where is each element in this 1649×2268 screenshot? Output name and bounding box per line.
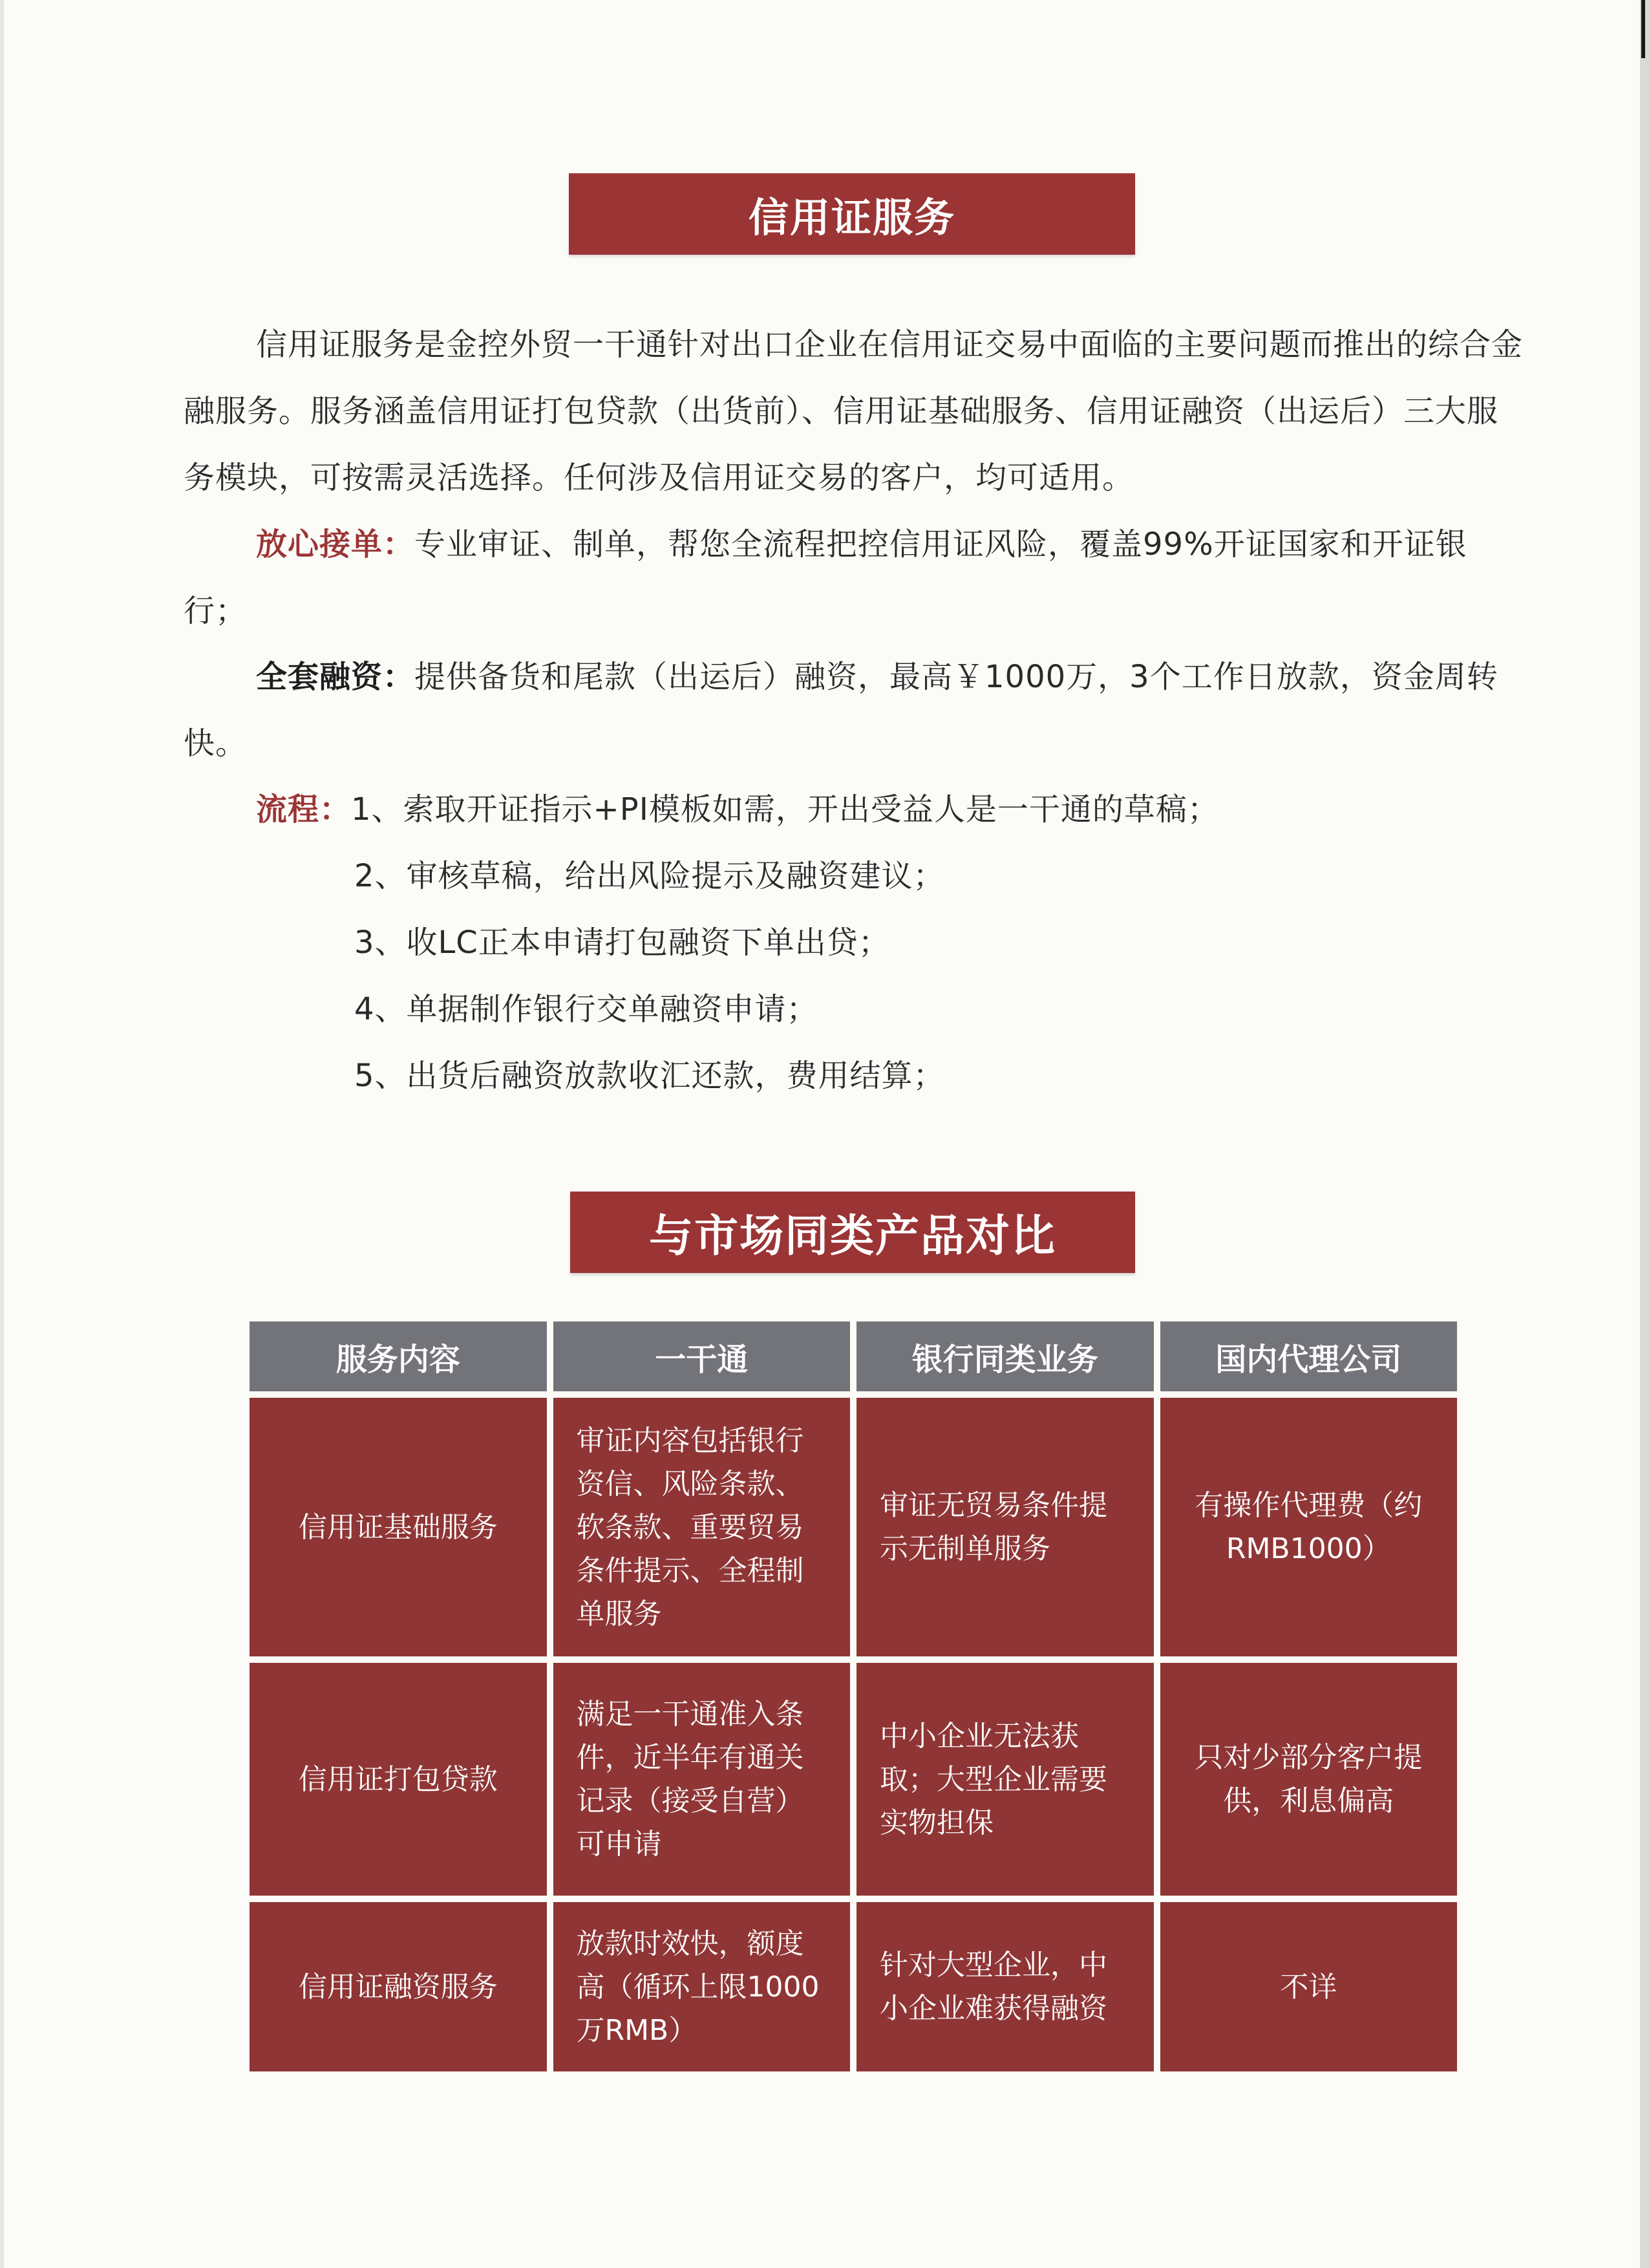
cell-service: 信用证融资服务 [250, 1902, 547, 2071]
cell-yiqiantong: 审证内容包括银行资信、风险条款、软条款、重要贸易条件提示、全程制单服务 [553, 1398, 851, 1656]
reassure-text: 专业审证、制单，帮您全流程把控信用证风险，覆盖99%开证国家和开证银行； [184, 526, 1467, 629]
financing-text: 提供备货和尾款（出运后）融资，最高￥1000万，3个工作日放款，资金周转快。 [184, 659, 1498, 762]
process-label: 流程： [256, 791, 352, 828]
cell-service: 信用证基础服务 [250, 1398, 547, 1656]
table-row [250, 1398, 1457, 1656]
reassure-label: 放心接单： [256, 526, 415, 562]
section-header-lc-service [569, 173, 1135, 255]
process-step-5: 5、出货后融资放款收汇还款，费用结算； [354, 1058, 945, 1094]
cell-service: 信用证打包贷款 [250, 1663, 547, 1896]
header-bank: 银行同类业务 [856, 1321, 1154, 1391]
section-title: 信用证服务 [748, 193, 955, 241]
table-header-row [250, 1321, 1457, 1391]
scan-edge-left [0, 0, 4, 2268]
cell-agency: 只对少部分客户提供，利息偏高 [1160, 1663, 1458, 1896]
cell-yiqiantong: 放款时效快，额度高（循环上限1000万RMB） [553, 1902, 851, 2071]
header-yiqiantong: 一干通 [553, 1321, 851, 1391]
cell-bank: 针对大型企业，中小企业难获得融资 [856, 1902, 1154, 2071]
reassure-paragraph [184, 511, 1528, 645]
financing-paragraph [184, 644, 1528, 777]
header-service: 服务内容 [250, 1321, 547, 1391]
cell-yiqiantong: 满足一干通准入条件，近半年有通关记录（接受自营）可申请 [553, 1663, 851, 1896]
section-header-comparison [570, 1192, 1135, 1273]
cell-bank: 审证无贸易条件提示无制单服务 [856, 1398, 1154, 1656]
process-step-2: 2、审核草稿，给出风险提示及融资建议； [354, 858, 945, 894]
process-step-3: 3、收LC正本申请打包融资下单出贷； [354, 925, 890, 961]
process-step-4: 4、单据制作银行交单融资申请； [354, 991, 818, 1027]
cell-agency: 有操作代理费（约RMB1000） [1160, 1398, 1458, 1656]
section-title: 与市场同类产品对比 [648, 1210, 1056, 1262]
financing-label: 全套融资： [256, 659, 415, 695]
header-agency: 国内代理公司 [1160, 1321, 1458, 1391]
process-step-1: 1、索取开证指示+PI模板如需，开出受益人是一干通的草稿； [351, 791, 1219, 828]
process-paragraph [184, 776, 1528, 843]
comparison-table [243, 1315, 1463, 2078]
scan-edge-mark [1641, 0, 1645, 58]
scan-edge-right [1640, 0, 1649, 2268]
table-row [250, 1902, 1457, 2071]
cell-bank: 中小企业无法获取；大型企业需要实物担保 [856, 1663, 1154, 1896]
intro-paragraph: 信用证服务是金控外贸一干通针对出口企业在信用证交易中面临的主要问题而推出的综合金融服务。服务涵盖信用证打包贷款（出货前）、信用证基础服务、信用证融资（出运后）三大服务模块，可按需灵活选择。任何涉及信用证交易的客户，均可适用。 [184, 326, 1524, 496]
cell-agency: 不详 [1160, 1902, 1458, 2071]
table-row [250, 1663, 1457, 1896]
